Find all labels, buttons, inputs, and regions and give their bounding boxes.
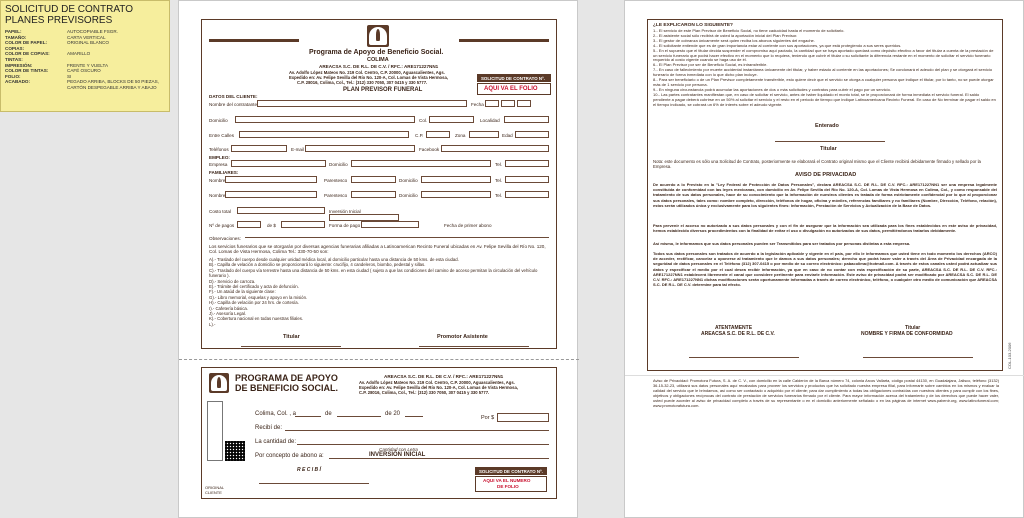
receipt-colima-label: Colima, Col. , a — [255, 411, 297, 417]
back-items — [653, 29, 997, 108]
fam-nombre-2-field[interactable] — [225, 191, 317, 198]
service-item: K).- Cobertura nacional en todas nuestras filiales. — [209, 316, 304, 322]
spec-value: CAFÉ OSCURO — [67, 68, 101, 74]
explained-item: 3.- El gestor de cobranza únicamente será quien reciba los abonos siguientes del engache. — [653, 37, 815, 43]
program-title: Programa de Apoyo de Beneficio Social. — [309, 49, 444, 56]
spec-key: COLOR DE TINTAS: — [5, 68, 49, 74]
label-fam-tel-2: Tel. — [495, 193, 503, 198]
spec-value: SI — [67, 73, 72, 79]
explained-item: 2.- El asistente social sólo recibirá de usted la aportación inicial del Plan Previsor. — [653, 32, 798, 38]
receipt-folio-value-2: DE FOLIO — [497, 484, 519, 489]
familiares-section: FAMILIARES: — [209, 170, 239, 175]
back-titular: Titular — [820, 146, 837, 152]
localidad-field[interactable] — [504, 116, 549, 123]
label-telefonos: Teléfonos — [209, 147, 229, 152]
atentamente: ATENTAMENTE — [715, 325, 753, 331]
entre-calles-field[interactable] — [239, 131, 409, 138]
label-fam-tel-1: Tel. — [495, 178, 503, 183]
spec-key: TINTAS: — [5, 56, 23, 62]
fam-tel-1-field[interactable] — [505, 176, 549, 183]
spec-title-1: SOLICITUD DE CONTRATO — [5, 4, 133, 15]
label-de: de $ — [267, 223, 276, 228]
explained-item: 1.- El servicio de este Plan Previsor de Beneficio Social, no tiene caducidad hasta el momento de solicitarlo. — [653, 28, 845, 33]
label-nombre: Nombre del contratante — [209, 102, 258, 107]
label-forma-pago: Forma de pago — [329, 223, 361, 228]
spec-key: COLOR DE PAPEL: — [5, 40, 48, 46]
label-domicilio: Domicilio — [209, 118, 228, 123]
services-list — [209, 257, 549, 327]
spec-value: CARTA VERTICAL — [67, 34, 106, 40]
label-observaciones: Observaciones: — [209, 236, 241, 241]
spec-value: ORIGINAL BLANCO — [67, 40, 109, 46]
edad-field[interactable] — [515, 131, 549, 138]
address-3: C.P. 28016, Colima, Col., Tel.: (312) 330 7050, 307 0415 y 330 5777. — [297, 80, 428, 85]
titular-sign: Titular — [905, 325, 921, 331]
enterado: Enterado — [815, 123, 839, 129]
empleo-section: EMPLEO: — [209, 155, 230, 160]
spec-title-2: PLANES PREVISORES — [5, 15, 113, 26]
receipt-folio-title: SOLICITUD DE CONTRATO Nº. — [479, 469, 543, 474]
spec-value: FRENTE Y VUELTA — [67, 62, 109, 68]
receipt-cantidad-field[interactable] — [297, 444, 549, 445]
front-page — [178, 0, 578, 518]
explained-item: 5.- En el supuesto que el titular decida suspender el compromiso aquí pactado, la cantidad que se haya aportado quedará como depósito efectivo a favor del titular a cuenta de la prestación de un servicio funerario que podrá hacer efectivo en el momento que lo requiera, teniendo que cubrir el titular o su solicitante la diferencia restante en el momento de solicitar el servicio funerario requerido al costo vigente cuando se haga uso de él. — [653, 47, 994, 63]
spec-value: AMARILLO — [67, 51, 91, 57]
label-costo-total: Costo total — [209, 209, 231, 214]
service-item: C).- Traslado del cuerpo vía terrestre hasta una distancia de 50 kms. en esta ciudad ( sujeto a que las condiciones del camino de acceso permitan la circulación del vehículo funerario ). — [209, 267, 538, 279]
receipt-logo-icon — [209, 373, 229, 393]
label-n-pagos: Nº de pagos — [209, 223, 235, 228]
receipt-title-1: PROGRAMA DE APOYO — [235, 373, 338, 383]
receipt-de-label: de — [325, 411, 332, 417]
spec-key: ACABADO: — [5, 79, 31, 85]
back-divider — [625, 375, 1024, 376]
label-parentesco-1: Parentesco — [324, 178, 348, 183]
label-parentesco-2: Parentesco — [324, 193, 348, 198]
service-item: D).- Servicio de carroza. — [209, 278, 256, 284]
col-field[interactable] — [429, 116, 474, 123]
email-field[interactable] — [305, 145, 415, 152]
perforation-line — [179, 359, 579, 360]
explained-item: 6.- El Plan Previsor por ser de Beneficio Social, es intransferible. — [653, 62, 768, 68]
receipt-folio-value-1: AQUI VA EL NUMERO — [483, 478, 531, 483]
titular-signature-line[interactable] — [241, 346, 341, 347]
folio-title: SOLICITUD DE CONTRATO Nº. — [481, 76, 545, 81]
enterado-signature-line[interactable] — [775, 141, 885, 142]
header-bar-left — [209, 39, 299, 42]
promotor-label: Promotor Asistente — [437, 334, 488, 340]
address-2: Expedido en: Av. Felipe Sevilla del Río No. 120-A, Col. Lomas de Vista Hermosa, — [289, 75, 448, 80]
label-fam-domicilio-1: Domicilio — [399, 178, 418, 183]
atentamente-signature-line[interactable] — [689, 357, 799, 358]
label-fecha: Fecha — [471, 102, 484, 107]
service-item: B).- Capilla de velación a domicilio se proporcionará lo siguiente: crucifijo, 4 candeleros, biombo, pedestal y sillas. — [209, 262, 426, 268]
label-fam-domicilio-2: Domicilio — [399, 193, 418, 198]
client-section: DATOS DEL CLIENTE: — [209, 94, 258, 99]
aviso-p1: De acuerdo a lo Previsto en la "Ley Federal de Protección de Datos Personales", declara AREACSA S.C. DE R.L. DE C.V. RFC.: ARE171227NN1 ser una empresa legalmente constituida de conformidad con las leyes mexicanas, con domicilio en Av. Felipe Sevilla del Río No. 120-A, Col. Lomas de Vista Hermosa en Colima, Col., y como responsable del tratamiento de sus datos personales, hace de su conocimiento que la información de nuestros clientes es tratada de forma estrictamente confidencial por lo que al proporcionar sus datos personales, tales como: nombre completo, dirección, teléfonos de hogar, oficina y móviles, referencias familiares y no familiares (Nombre, Dirección, Teléfono, relación), estos serán utilizados única y exclusivamente para los siguientes fines: Información, Prestación de Servicios y Actualización de la Base de Datos. — [653, 182, 997, 208]
label-primer-abono: Fecha de primer abono — [444, 223, 492, 228]
service-item: L).- — [209, 321, 216, 327]
label-tel-empleo: Tel. — [495, 162, 503, 167]
parentesco-1-field[interactable] — [351, 176, 396, 183]
service-item: J).- Asesoría Legal. — [209, 311, 247, 317]
fam-tel-2-field[interactable] — [505, 191, 549, 198]
spec-note — [0, 0, 170, 112]
flame-logo-icon — [367, 25, 389, 47]
plan-title: PLAN PREVISOR FUNERAL — [343, 87, 423, 93]
facebook-field[interactable] — [441, 145, 549, 152]
services-intro: Los servicios funerarios que se otorgarán por diversas agencias funerarias afiliadas a Latinoamerican Recinto Funeral ubicadas en Av. Felipe Sevilla del Río No. 120, Col. Lomas de Vista Hermosa, Colima Tel.: 330-70-50 son: — [209, 244, 546, 255]
fecha-month[interactable] — [501, 100, 515, 107]
label-email: E-mail — [291, 147, 305, 152]
telefonos-field[interactable] — [231, 145, 287, 152]
service-item: H).- Capilla de velación por 24 hrs. de cortesía. — [209, 300, 299, 306]
explained-item: 7.- En caso de fallecimiento por muerte accidental instantánea únicamente del titular, y haber estado al corriente en las aportaciones; Se condonará el adeudo del plan y se otorgará el servicio funerario de forma inmediata con lo que dicho plan incluye. — [653, 67, 993, 78]
footer-privacy: Aviso de Privacidad: Promotora Futura, S. A. de C. V., con domicilio en la calle Calderón de la Barca número 74, colonia Arcos Vallarta, código postal 44130, en Guadalajara, Jalisco, teléfono (3132) 36-15-32-23, utilizará sus datos personales aquí recabados para proveer los servicios y productos que ha solicitado nuestra empresa filial, para informarle sobre cambios en los mismos y evaluar la calidad del servicio que le brindamos, así como ser contactado o adquirido por el cliente; para dar cumplimiento a todas las obligaciones contraídas con nuestros clientes y para cumplir con los fines, objetivos y obligaciones recíprocas del contrato de prestación de servicios funerarios firmado por el cliente. Para mayor información acerca del tratamiento y de los derechos que puede hacer valer, usted puede acceder al aviso de privacidad completo a través de su representante o en el domicilio anteriormente señalado o en las páginas de internet www.pabenir.org, www.latinofuneral.com; www.promotorafutura.com. — [653, 378, 999, 408]
inversion-inicial-field[interactable] — [329, 214, 399, 221]
receipt-cantidad-label: La cantidad de: — [255, 439, 297, 445]
receipt-year-label: de 20 — [385, 411, 401, 417]
aviso-p4: Todos sus datos personales son tratados de acuerdo a la legislación aplicable y vigente en el país, por ello le informamos que usted tiene en todo momento los derechos (ARCO) de acceder, rectificar, cancelar u oponerse al tratamiento que le damos a sus datos personales; derecho que podrá hacer valer a través del Área de Privacidad encargada de la seguridad de datos personales en el Teléfono (312) 307-0415 o por medio de su correo electrónico: pabacolima@hotmail.com. A través de estos canales usted podrá actualizar sus datos y especificar el medio por el cual desea recibir información, ya que en caso de no contar con esta especificación de su parte, AREACSA S.C. DE R.L. DE C.V. RFC.: ARE171227NN1 establecerá libremente el canal que considere pertinente para enviarle información. Este aviso de privacidad podrá ser modificado por AREACSA S.C. DE R.L. DE C.V. RFC.: ARE171227NN1 dichas modificaciones serán oportunamente informadas a través de correo electrónico, teléfono, o cualquier otro medio de comunicación que AREACSA S.C. DE R.L. DE C.V. determine para tal efecto. — [653, 251, 997, 288]
forma-pago-field[interactable] — [361, 221, 419, 228]
company-line: AREACSA S.C. DE R.L. DE C.V. / RFC.: ARE171227NN1 — [319, 64, 439, 69]
label-edad: Edad — [502, 133, 513, 138]
label-zona: Zona — [455, 133, 466, 138]
observaciones-field[interactable] — [245, 237, 549, 238]
spec-key: TAMAÑO: — [5, 34, 27, 40]
empresa-field[interactable] — [231, 160, 326, 167]
promotor-signature-line[interactable] — [419, 346, 529, 347]
receipt-day-field[interactable] — [295, 416, 321, 417]
receipt-cliente: CLIENTE — [205, 490, 222, 495]
receipt-side-strip — [207, 401, 223, 461]
cp-field[interactable] — [426, 131, 450, 138]
aviso-title: AVISO DE PRIVACIDAD — [795, 172, 857, 178]
titular-sign-sub: NOMBRE Y FIRMA DE CONFORMIDAD — [861, 331, 953, 337]
atentamente-company: AREACSA S.C. DE R.L. DE C.V. — [701, 331, 775, 337]
label-cp: C.P. — [415, 133, 424, 138]
receipt-amount-field[interactable] — [497, 413, 549, 422]
spec-key: FOLIO: — [5, 73, 21, 79]
label-fam-nombre-1: Nombre — [209, 178, 226, 183]
receipt-recibi-sign: R E C I B Í — [297, 467, 321, 473]
address-1: Av. Adolfo López Mateos No. 219 Col. Centro, C.P. 20000, Aguascalientes, Ags. — [289, 70, 445, 75]
folio-value: AQUI VA EL FOLIO — [484, 86, 538, 92]
city: COLIMA — [367, 57, 389, 63]
receipt-company: AREACSA S.C. DE R.L. DE C.V. / RFC.: ARE171227NN1 — [384, 374, 504, 379]
label-facebook: Facebook — [419, 147, 440, 152]
nota: Nota: este documento es sólo una Solicitud de Contrato, posteriormente se elaborará el Contrato original mismo que el Cliente recibirá debidamente firmado y sellado por la Empresa. — [653, 159, 981, 170]
receipt-concepto-field[interactable] — [329, 458, 549, 459]
n-pagos-field[interactable] — [237, 221, 261, 228]
costo-total-field[interactable] — [237, 207, 325, 214]
titular-label: Titular — [283, 334, 300, 340]
fam-domicilio-1-field[interactable] — [421, 176, 491, 183]
domicilio-empleo-field[interactable] — [351, 160, 491, 167]
fecha-year[interactable] — [517, 100, 531, 107]
label-inversion-inicial: Inversión Inicial — [329, 209, 361, 214]
receipt-cantidad-letra: Cantidad con Letra — [379, 447, 418, 452]
service-item: F).- Un ataúd de la siguiente clase: — [209, 289, 276, 295]
label-empresa: Empresa — [209, 162, 228, 167]
label-entre-calles: Entre Calles — [209, 133, 235, 138]
receipt-year-field[interactable] — [405, 416, 423, 417]
spec-rows — [5, 29, 165, 91]
zona-field[interactable] — [469, 131, 499, 138]
aviso-p3: Así mismo, le informamos que sus datos personales pueden ser Transmitidos para ser tratados por personas distintas a esta empresa. — [653, 241, 911, 246]
explained-item: 9.- En ninguna circunstancia podrá acumular las aportaciones de dos o más solicitudes y contratos para cubrir el pago por un servicio. — [653, 86, 891, 92]
spec-key: PAPEL: — [5, 29, 22, 34]
form-code: COL-103-2006 — [1007, 342, 1012, 369]
receipt-address-2: Expedido en: Av. Felipe Sevilla del Río No. 120-A, Col. Lomas de Vista Hermosa, — [359, 385, 518, 390]
aviso-p2: Para prevenir el acceso no autorizado a sus datos personales y con el fin de asegurar que la información sea utilizada para los fines establecidos en este aviso de privacidad, hemos establecido diversos procedimientos con la finalidad de evitar el uso o divulgación no autorizados de sus datos, permitiéndonos tratarlos debidamente. — [653, 223, 997, 234]
explained-item: 4.- El solicitante entiende que es de gran importancia estar al corriente con sus aportaciones, ya que está protegiendo a sus seres queridos. — [653, 42, 902, 48]
back-page — [624, 0, 1024, 518]
spec-value: PEGADO ARRIBA, BLOCKS DE 50 PIEZAS, CARTÓN DESPEGABLE ARRIBA Y ABAJO — [67, 79, 159, 90]
receipt-inversion: INVERSIÓN INICIAL — [369, 452, 426, 458]
header-bar-right — [459, 39, 549, 42]
receipt-month-field[interactable] — [337, 416, 381, 417]
tel-empleo-field[interactable] — [505, 160, 549, 167]
receipt-concepto-label: Por concepto de abono a: — [255, 453, 324, 459]
spec-row — [5, 79, 165, 90]
label-localidad: Localidad — [480, 118, 500, 123]
receipt-recibi-field[interactable] — [285, 430, 549, 431]
receipt-signature-line[interactable] — [259, 483, 369, 484]
nombre-field[interactable] — [257, 100, 467, 107]
receipt-recibi-label: Recibí de: — [255, 425, 283, 431]
label-fam-nombre-2: Nombre — [209, 193, 226, 198]
domicilio-field[interactable] — [235, 116, 415, 123]
conformidad-signature-line[interactable] — [863, 357, 973, 358]
service-item: I).- Cafetería básica. — [209, 305, 248, 311]
qr-code — [225, 441, 245, 461]
spec-value: AUTOCOPIABLE FSGR. — [67, 29, 118, 34]
service-item: G).- Libro memorial, esquelas y apoyo en la misión. — [209, 294, 308, 300]
spec-key: COPIAS: — [5, 45, 25, 51]
service-item: E).- Trámite del certificado y acta de defunción. — [209, 284, 299, 290]
explained-item: 10.- Las partes contratantes manifiestan que, en caso de solicitar el servicio, antes de haber liquidado el monto total, se le proporcionará de forma inmediata el servicio funeral. El saldo pendiente a pagar deberá cubrirse en un 50% al solicitar el servicio y el resto en el periodo de tiempo que indique Latinoamericana Recinto Funeral. En caso de No terminar de pagar el saldo en el tiempo indicado, se cobrará un 6% de interés sobre el adeudo vigente. — [653, 91, 996, 107]
fam-nombre-1-field[interactable] — [225, 176, 317, 183]
receipt-title-2: DE BENEFICIO SOCIAL. — [235, 383, 339, 393]
receipt-original: ORIGINAL — [205, 485, 225, 490]
receipt-address-3: C.P. 28016, Colima, Col., Tel.: (312) 330 7050, 307 0415 y 330 5777. — [359, 390, 490, 395]
q-title: ¿LE EXPLICARON LO SIGUIENTE? — [653, 23, 733, 28]
spec-key: COLOR DE COPIAS: — [5, 51, 50, 57]
receipt-address-1: Av. Adolfo López Mateos No. 219 Col. Centro, C.P. 20000, Aguascalientes, Ags. — [359, 380, 515, 385]
receipt-por-label: Por $ — [481, 415, 495, 421]
service-item: A).- Traslado del cuerpo desde cualquier unidad médica local, al domicilio particular hasta una distancia de 50 kms. de esta ciudad. — [209, 257, 459, 262]
fam-domicilio-2-field[interactable] — [421, 191, 491, 198]
monto-pago-field[interactable] — [281, 221, 325, 228]
label-col: Col. — [419, 118, 428, 123]
fecha-day[interactable] — [485, 100, 499, 107]
spec-key: IMPRESIÓN: — [5, 62, 33, 68]
explained-item: 8.- Para ser beneficiario o de un Plan Previsor completamente transferible, esto quiere decir que el servicio se otorga a cualquier persona que indique el titular, por lo tanto, no se puede otorgar más de 1 servicio por persona. — [653, 77, 994, 87]
label-domicilio-empleo: Domicilio — [329, 162, 348, 167]
parentesco-2-field[interactable] — [351, 191, 396, 198]
